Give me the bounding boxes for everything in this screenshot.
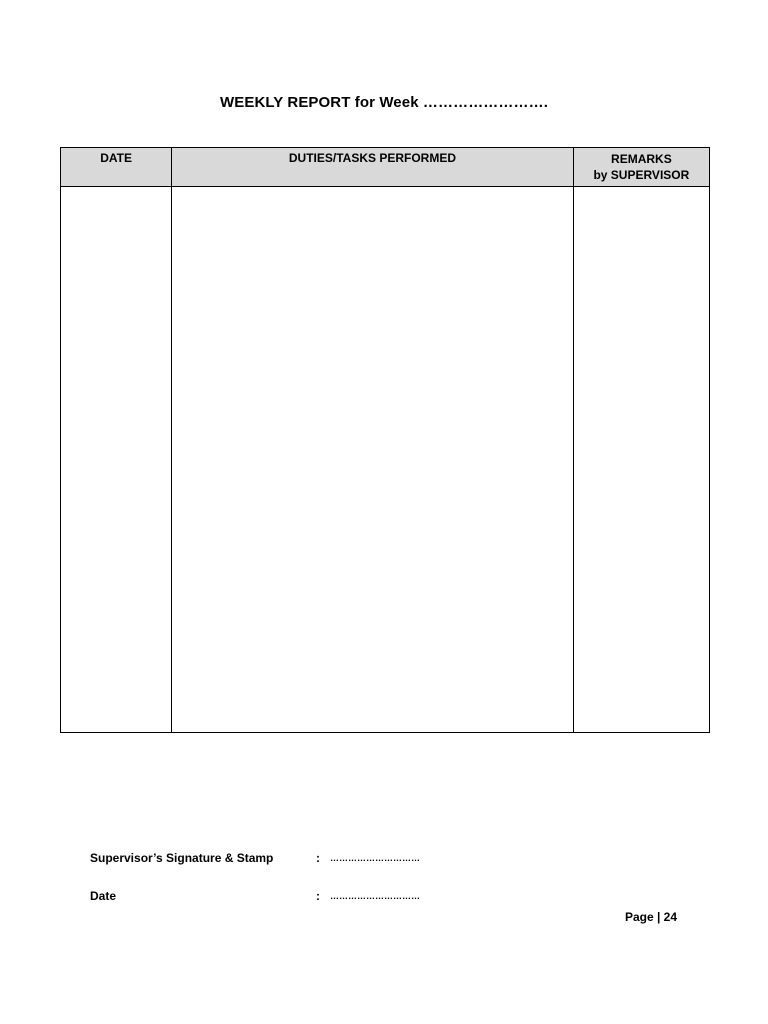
date-colon: : xyxy=(316,889,320,903)
weekly-report-table xyxy=(60,147,710,733)
remarks-cell[interactable] xyxy=(573,187,709,733)
header-remarks-line2: by SUPERVISOR xyxy=(593,168,690,182)
signature-field[interactable]: ………………………… xyxy=(330,853,420,863)
signature-colon: : xyxy=(316,851,320,865)
page-number: Page | 24 xyxy=(624,910,677,924)
date-label: Date xyxy=(90,889,117,903)
header-date-label: DATE xyxy=(100,151,132,165)
table-row xyxy=(61,187,710,733)
table-header-row xyxy=(61,148,710,187)
header-remarks xyxy=(573,148,709,187)
header-duties-label: DUTIES/TASKS PERFORMED xyxy=(288,151,457,165)
header-date xyxy=(61,148,172,187)
signature-label: Supervisor’s Signature & Stamp xyxy=(90,851,274,865)
duties-cell[interactable] xyxy=(172,187,574,733)
header-duties xyxy=(172,148,574,187)
page-title: WEEKLY REPORT for Week ……………………. xyxy=(220,94,548,111)
header-remarks-line1: REMARKS xyxy=(611,152,672,166)
date-field[interactable]: ………………………… xyxy=(330,891,420,901)
date-cell[interactable] xyxy=(61,187,172,733)
